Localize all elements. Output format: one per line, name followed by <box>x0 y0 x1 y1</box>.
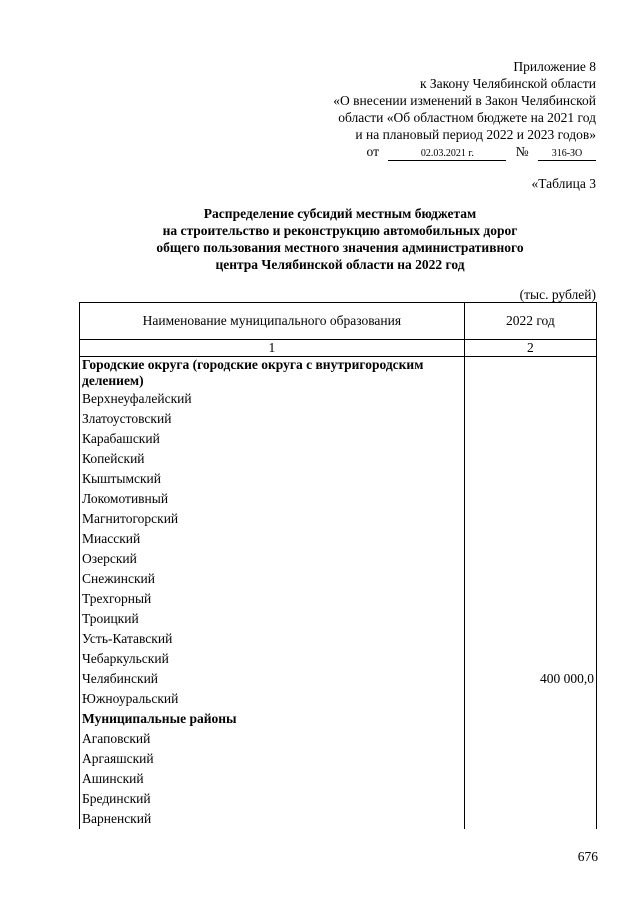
table-row <box>80 729 597 749</box>
header-year: 2022 год <box>464 303 596 340</box>
municipality-name: Чебаркульский <box>80 649 465 669</box>
table-header-row <box>80 303 597 340</box>
appendix-header <box>333 58 596 161</box>
table-reference: «Таблица 3 <box>531 176 596 191</box>
title-line: общего пользования местного значения административного <box>156 240 524 255</box>
subsidy-value <box>464 529 596 549</box>
municipality-name: Озерский <box>80 549 465 569</box>
subsidy-value <box>464 449 596 469</box>
table-row <box>80 789 597 809</box>
municipality-name: Муниципальные районы <box>80 709 465 729</box>
appendix-date-line <box>333 143 596 161</box>
table-row <box>80 749 597 769</box>
title-line: центра Челябинской области на 2022 год <box>215 257 465 272</box>
table-row <box>80 489 597 509</box>
table-row <box>80 449 597 469</box>
table-row <box>80 609 597 629</box>
subsidy-value <box>464 549 596 569</box>
municipality-name: Миасский <box>80 529 465 549</box>
municipality-name: Златоустовский <box>80 409 465 429</box>
table-group-row <box>80 709 597 729</box>
column-number: 2 <box>464 340 596 357</box>
subsidy-value <box>464 609 596 629</box>
subsidy-value <box>464 389 596 409</box>
table-row <box>80 769 597 789</box>
subsidy-value <box>464 409 596 429</box>
number-label: № <box>515 144 529 159</box>
table-row <box>80 549 597 569</box>
subsidy-value <box>464 629 596 649</box>
municipality-name: Брединский <box>80 789 465 809</box>
table-row <box>80 529 597 549</box>
appendix-line: к Закону Челябинской области <box>419 76 596 91</box>
subsidy-value <box>464 709 596 729</box>
table-row <box>80 689 597 709</box>
table-row <box>80 649 597 669</box>
subsidy-value <box>464 649 596 669</box>
subsidy-value <box>464 357 596 390</box>
municipality-name: Снежинский <box>80 569 465 589</box>
municipality-name: Варненский <box>80 809 465 829</box>
subsidy-value <box>464 789 596 809</box>
subsidy-value: 400 000,0 <box>464 669 596 689</box>
table-row <box>80 629 597 649</box>
municipality-name: Магнитогорский <box>80 509 465 529</box>
document-title <box>120 205 560 273</box>
appendix-line: и на плановый период 2022 и 2023 годов» <box>355 127 596 142</box>
municipality-name: Агаповский <box>80 729 465 749</box>
law-number: 316-ЗО <box>538 148 596 161</box>
municipality-name: Копейский <box>80 449 465 469</box>
municipality-name: Локомотивный <box>80 489 465 509</box>
table-row <box>80 569 597 589</box>
municipality-name: Трехгорный <box>80 589 465 609</box>
page-number: 676 <box>577 849 598 864</box>
table-row <box>80 429 597 449</box>
column-number-row <box>80 340 597 357</box>
municipality-name: Аргаяшский <box>80 749 465 769</box>
header-municipality: Наименование муниципального образования <box>80 303 465 340</box>
subsidy-table <box>79 302 597 829</box>
subsidy-value <box>464 469 596 489</box>
table-row <box>80 669 597 689</box>
law-date: 02.03.2021 г. <box>388 148 506 161</box>
subsidy-value <box>464 689 596 709</box>
title-line: Распределение субсидий местным бюджетам <box>203 206 477 221</box>
municipality-name: Усть-Катавский <box>80 629 465 649</box>
subsidy-value <box>464 729 596 749</box>
municipality-name: Южноуральский <box>80 689 465 709</box>
municipality-name: Ашинский <box>80 769 465 789</box>
units-label: (тыс. рублей) <box>519 287 596 302</box>
subsidy-value <box>464 589 596 609</box>
subsidy-value <box>464 769 596 789</box>
table-row <box>80 809 597 829</box>
municipality-name: Карабашский <box>80 429 465 449</box>
appendix-line: «О внесении изменений в Закон Челябинской <box>333 93 596 108</box>
subsidy-value <box>464 429 596 449</box>
municipality-name: Кыштымский <box>80 469 465 489</box>
municipality-name: Верхнеуфалейский <box>80 389 465 409</box>
subsidy-value <box>464 509 596 529</box>
subsidy-value <box>464 489 596 509</box>
table-row <box>80 469 597 489</box>
table-row <box>80 589 597 609</box>
appendix-line: Приложение 8 <box>513 59 596 74</box>
municipality-name: Троицкий <box>80 609 465 629</box>
municipality-name: Челябинский <box>80 669 465 689</box>
subsidy-value <box>464 749 596 769</box>
title-line: на строительство и реконструкцию автомобильных дорог <box>162 223 518 238</box>
municipality-name: Городские округа (городские округа с внутригородским делением) <box>80 357 465 390</box>
appendix-line: области «Об областном бюджете на 2021 год <box>338 110 596 125</box>
table-row <box>80 389 597 409</box>
subsidy-value <box>464 569 596 589</box>
table-row <box>80 409 597 429</box>
table-group-row <box>80 357 597 390</box>
from-label: от <box>366 144 379 159</box>
subsidy-value <box>464 809 596 829</box>
column-number: 1 <box>80 340 465 357</box>
table-row <box>80 509 597 529</box>
